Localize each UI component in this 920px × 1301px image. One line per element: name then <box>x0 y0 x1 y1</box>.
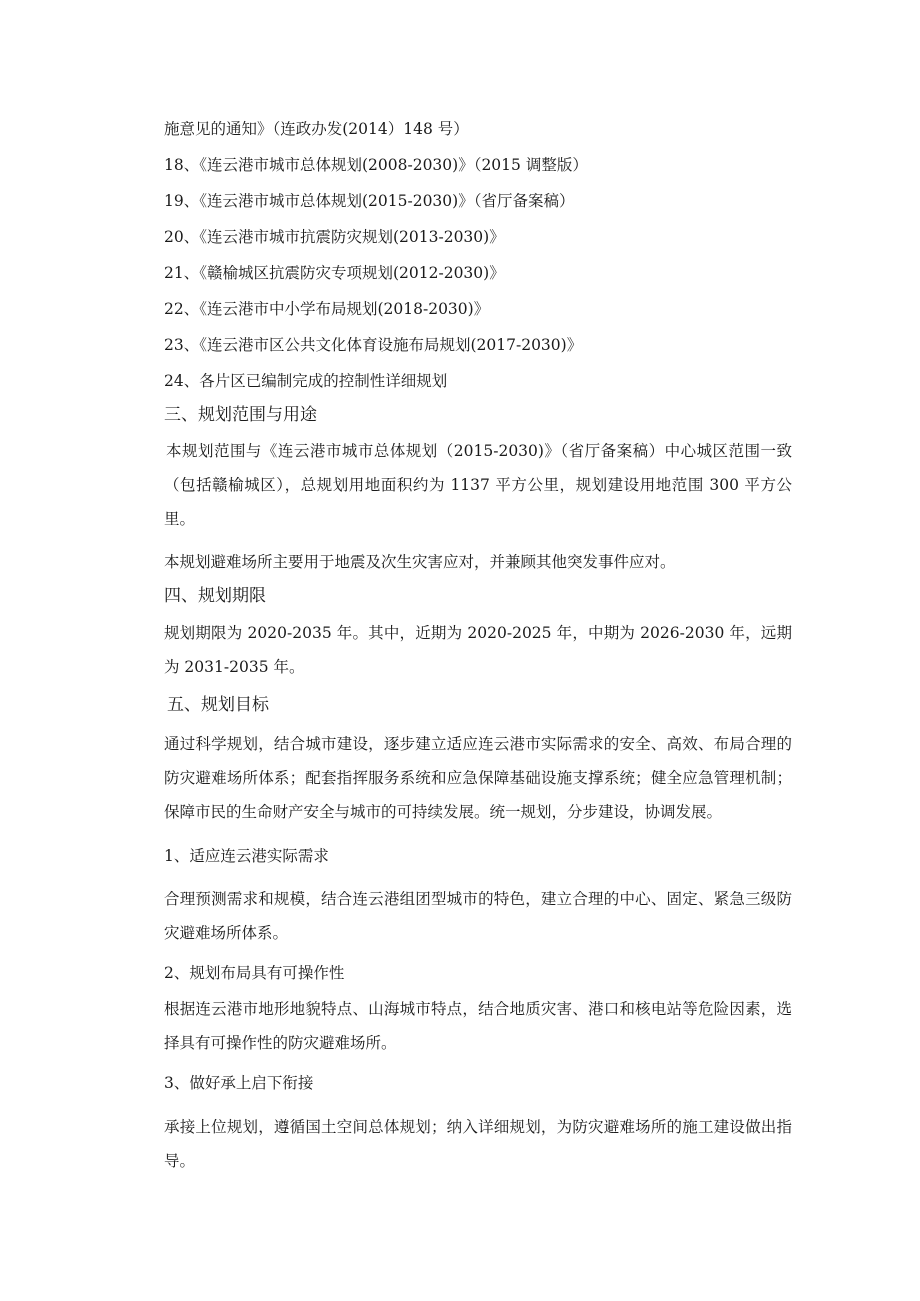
subsection-heading: 3、做好承上启下衔接 <box>164 1074 314 1092</box>
section-heading: 三、规划范围与用途 <box>164 405 317 425</box>
list-item: 19、《连云港市城市总体规划(2015-2030)》（省厅备案稿） <box>164 192 575 210</box>
list-item: 22、《连云港市中小学布局规划(2018-2030)》 <box>164 300 490 318</box>
section-heading: 四、规划期限 <box>164 586 266 606</box>
paragraph: 根据连云港市地形地貌特点、山海城市特点，结合地质灾害、港口和核电站等危险因素，选择具有可操作性的防灾避难场所。 <box>164 1000 792 1052</box>
section-heading: 五、规划目标 <box>167 695 269 715</box>
list-item: 23、《连云港市区公共文化体育设施布局规划(2017-2030)》 <box>164 336 583 354</box>
paragraph: 规划期限为 2020-2035 年。其中，近期为 2020-2025 年，中期为 2026-2030 年，远期为 2031-2035 年。 <box>164 624 792 676</box>
list-item: 21、《赣榆城区抗震防灾专项规划(2012-2030)》 <box>164 264 505 282</box>
paragraph: 本规划范围与《连云港市城市总体规划（2015-2030)》（省厅备案稿）中心城区范围一致（包括赣榆城区），总规划用地面积约为 1137 平方公里，规划建设用地范围 300 平方公里。 <box>164 442 792 528</box>
subsection-heading: 1、适应连云港实际需求 <box>164 847 329 865</box>
paragraph: 本规划避难场所主要用于地震及次生灾害应对，并兼顾其他突发事件应对。 <box>164 553 676 571</box>
list-item: 施意见的通知》（连政办发(2014）148 号） <box>164 120 469 138</box>
paragraph: 承接上位规划，遵循国土空间总体规划；纳入详细规划，为防灾避难场所的施工建设做出指导。 <box>164 1118 792 1170</box>
list-item: 24、各片区已编制完成的控制性详细规划 <box>164 372 448 390</box>
list-item: 18、《连云港市城市总体规划(2008-2030)》（2015 调整版） <box>164 156 588 174</box>
list-item: 20、《连云港市城市抗震防灾规划(2013-2030)》 <box>164 228 505 246</box>
subsection-heading: 2、规划布局具有可操作性 <box>164 964 345 982</box>
paragraph: 合理预测需求和规模，结合连云港组团型城市的特色，建立合理的中心、固定、紧急三级防灾避难场所体系。 <box>164 890 792 942</box>
paragraph: 通过科学规划，结合城市建设，逐步建立适应连云港市实际需求的安全、高效、布局合理的防灾避难场所体系；配套指挥服务系统和应急保障基础设施支撑系统；健全应急管理机制；保障市民的生命财产安全与城市的可持续发展。统一规划，分步建设，协调发展。 <box>164 735 792 821</box>
